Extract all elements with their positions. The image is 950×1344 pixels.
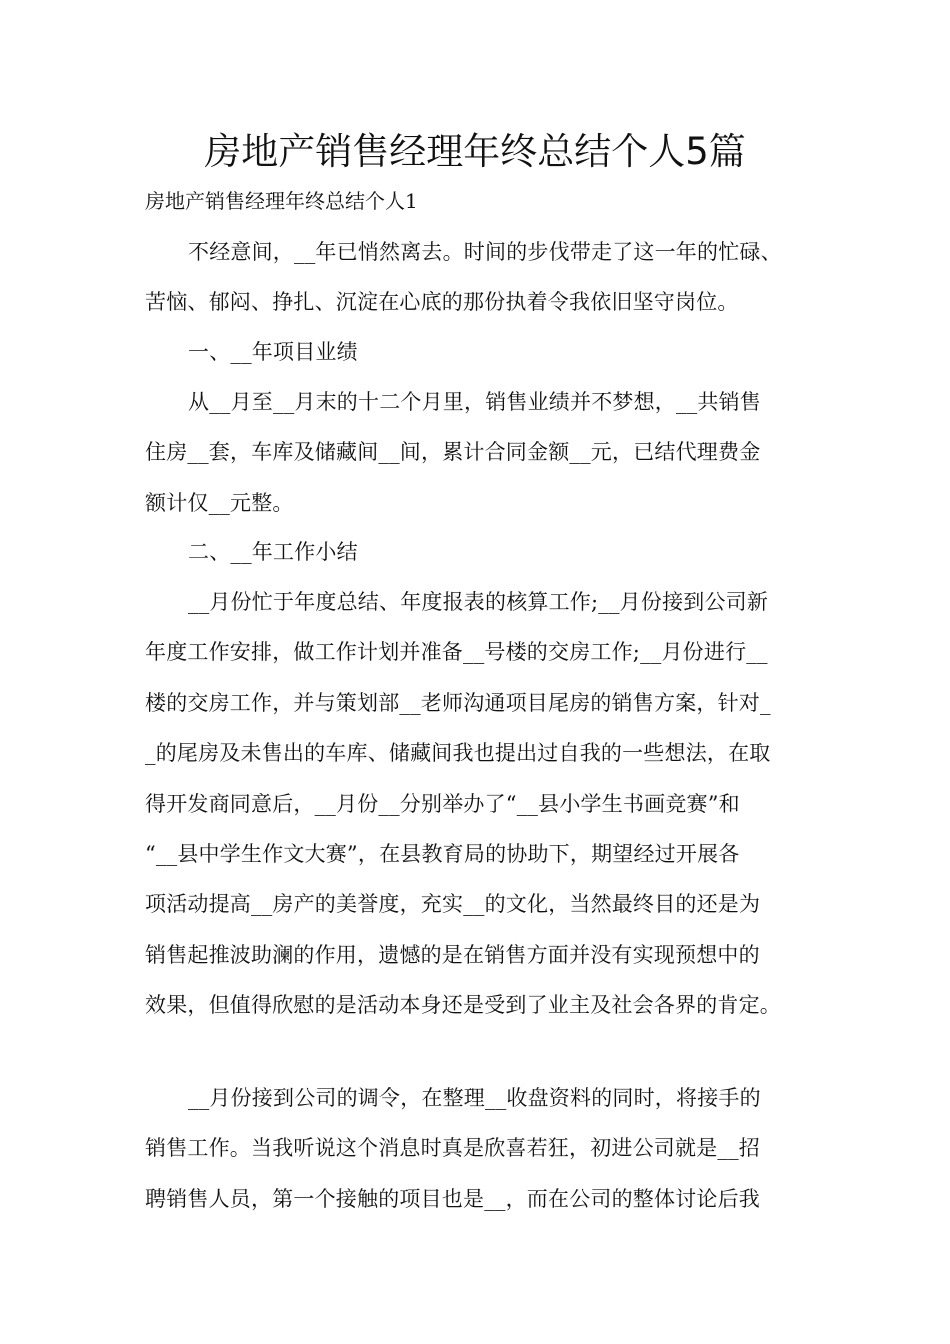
text-line: 效果，但值得欣慰的是活动本身还是受到了业主及社会各界的肯定。 [145,993,781,1018]
section-heading-summary [145,527,815,577]
document-subtitle: 房地产销售经理年终总结个人1 [145,189,418,213]
text-line: __月份接到公司的调令，在整理__收盘资料的同时，将接手的 [188,1086,761,1110]
text-line: __月份忙于年度总结、年度报表的核算工作;__月份接到公司新 [188,590,769,614]
document-title: 房地产销售经理年终总结个人5篇 [204,130,746,173]
text-line: _的尾房及未售出的车库、储藏间我也提出过自我的一些想法，在取 [145,741,771,766]
paragraph-transfer [145,1073,815,1224]
text-line: 从__月至__月末的十二个月里，销售业绩并不梦想，__共销售 [188,390,761,414]
text-line: 楼的交房工作，并与策划部__老师沟通项目尾房的销售方案，针对_ [145,690,771,715]
text-line: 不经意间，__年已悄然离去。时间的步伐带走了这一年的忙碌、 [188,240,782,264]
paragraph-intro [145,227,815,328]
text-line: 销售工作。当我听说这个消息时真是欣喜若狂，初进公司就是__招 [145,1136,760,1161]
section-heading-performance [145,327,815,377]
text-line: 得开发商同意后，__月份__分别举办了“__县小学生书画竞赛”和 [145,791,740,816]
paragraph-work-summary [145,577,815,1031]
text-line: 二、__年工作小结 [188,540,358,564]
text-line: 一、__年项目业绩 [188,340,358,364]
text-line: 额计仅__元整。 [145,490,294,515]
text-line: 销售起推波助澜的作用，遗憾的是在销售方面并没有实现预想中的 [145,942,760,967]
text-line: 项活动提高__房产的美誉度，充实__的文化，当然最终目的还是为 [145,892,761,917]
text-line: 苦恼、郁闷、挣扎、沉淀在心底的那份执着令我依旧坚守岗位。 [145,290,739,315]
text-line: 年度工作安排，做工作计划并准备__号楼的交房工作;__月份进行__ [145,640,768,665]
paragraph-performance [145,377,815,528]
text-line: 住房__套，车库及储藏间__间，累计合同金额__元，已结代理费金 [145,440,761,465]
text-line: 聘销售人员，第一个接触的项目也是__，而在公司的整体讨论后我 [145,1186,760,1211]
text-line: “__县中学生作文大赛”，在县教育局的协助下，期望经过开展各 [145,842,740,867]
